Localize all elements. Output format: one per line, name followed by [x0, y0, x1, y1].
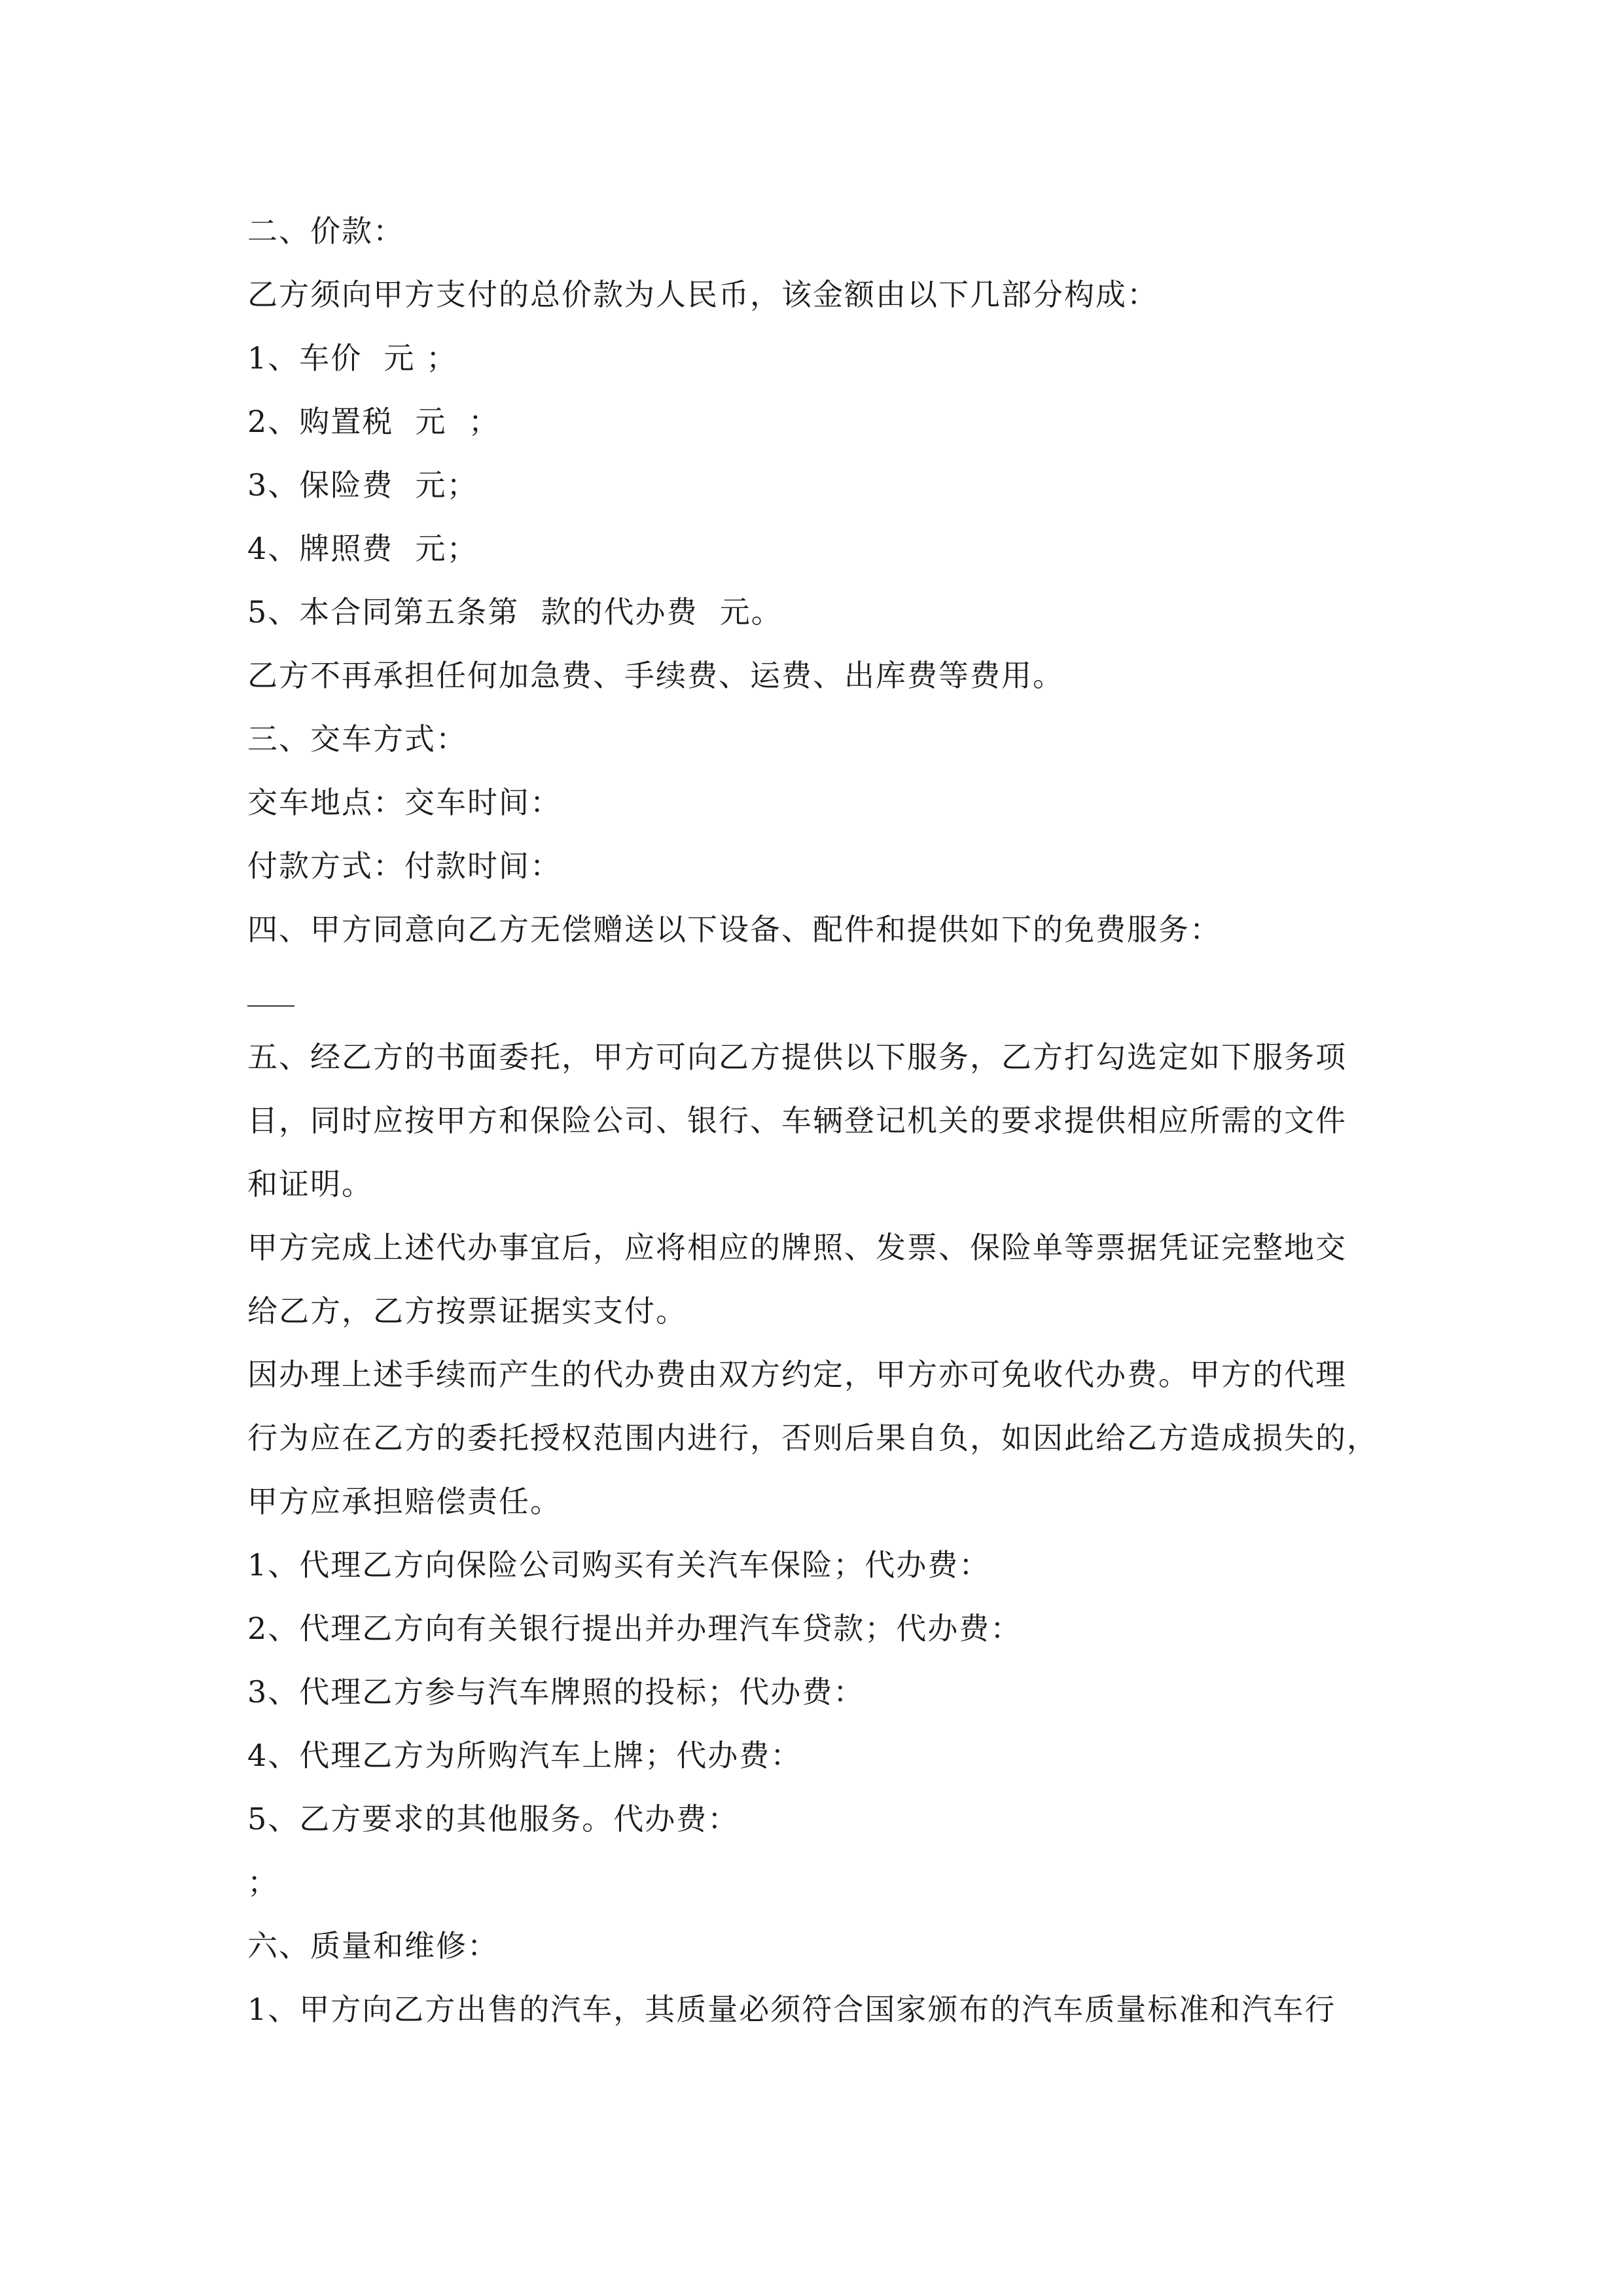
section-2-heading: 二、价款： [247, 213, 404, 249]
agency-fee-paragraph-line-2: 行为应在乙方的委托授权范围内进行，否则后果自负，如因此给乙方造成损失的， [247, 1420, 1378, 1456]
service-item-4: 4、代理乙方为所购汽车上牌；代办费： [247, 1738, 802, 1773]
semicolon-line: ； [247, 1865, 279, 1900]
price-item-5: 5、本合同第五条第 款的代办费 元。 [247, 594, 783, 630]
section-3-heading: 三、交车方式： [247, 721, 467, 757]
blank-fill-line [247, 1005, 294, 1007]
agency-fee-paragraph-line-1: 因办理上述手续而产生的代办费由双方约定，甲方亦可免收代办费。甲方的代理 [247, 1357, 1347, 1392]
price-item-4: 4、牌照费 元； [247, 531, 478, 566]
service-item-5: 5、乙方要求的其他服务。代办费： [247, 1801, 740, 1837]
section-5-paragraph-line-3: 和证明。 [247, 1166, 373, 1202]
service-item-3: 3、代理乙方参与汽车牌照的投标；代办费： [247, 1674, 865, 1710]
service-item-1: 1、代理乙方向保险公司购买有关汽车保险；代办费： [247, 1547, 991, 1583]
payment-method-line: 付款方式：付款时间： [247, 848, 562, 884]
total-price-paragraph: 乙方须向甲方支付的总价款为人民币，该金额由以下几部分构成： [247, 277, 1158, 312]
section-5-paragraph-line-2: 目，同时应按甲方和保险公司、银行、车辆登记机关的要求提供相应所需的文件 [247, 1103, 1347, 1138]
completion-paragraph-line-2: 给乙方，乙方按票证据实支付。 [247, 1293, 687, 1329]
price-item-1: 1、车价 元 ； [247, 340, 458, 376]
service-item-2: 2、代理乙方向有关银行提出并办理汽车贷款；代办费： [247, 1611, 1022, 1646]
quality-item-1: 1、甲方向乙方出售的汽车，其质量必须符合国家颁布的汽车质量标准和汽车行 [247, 1992, 1336, 2027]
price-item-2: 2、购置税 元 ； [247, 404, 500, 439]
section-6-heading: 六、质量和维修： [247, 1928, 499, 1964]
section-4-heading: 四、甲方同意向乙方无偿赠送以下设备、配件和提供如下的免费服务： [247, 912, 1221, 947]
delivery-location-line: 交车地点：交车时间： [247, 785, 562, 820]
section-5-paragraph-line-1: 五、经乙方的书面委托，甲方可向乙方提供以下服务，乙方打勾选定如下服务项 [247, 1039, 1347, 1075]
price-item-3: 3、保险费 元； [247, 467, 478, 503]
agency-fee-paragraph-line-3: 甲方应承担赔偿责任。 [247, 1484, 562, 1519]
completion-paragraph-line-1: 甲方完成上述代办事宜后，应将相应的牌照、发票、保险单等票据凭证完整地交 [247, 1230, 1347, 1265]
no-extra-fees-paragraph: 乙方不再承担任何加急费、手续费、运费、出库费等费用。 [247, 658, 1064, 693]
